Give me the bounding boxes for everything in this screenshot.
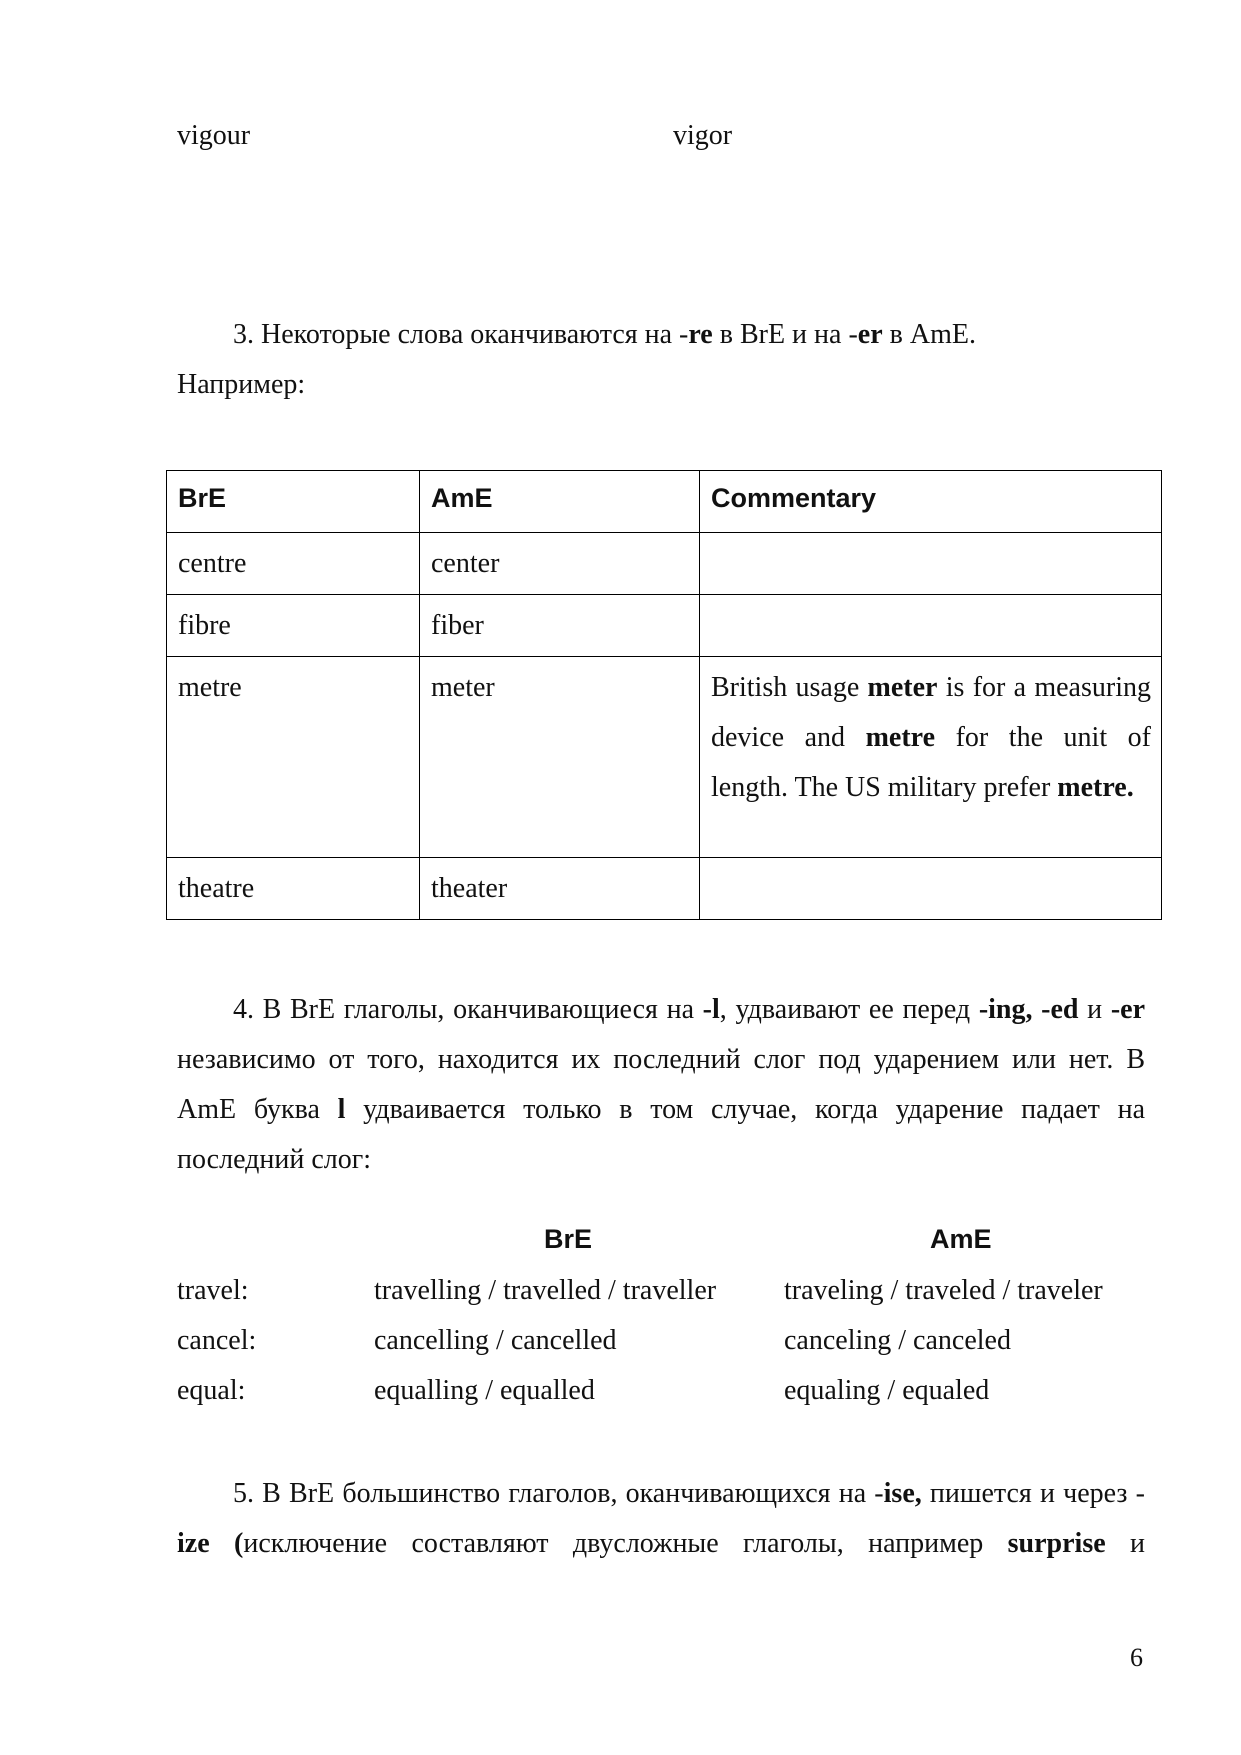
s4-text: удваивается только в том случае, когда ударение падает на последний слог: <box>177 1094 1145 1175</box>
s4-text: независимо от того, находится их последний слог под ударением или нет. В AmE буква <box>177 1044 1145 1125</box>
ame-word-vigor: vigor <box>673 120 733 151</box>
s5-text: пишется и через - <box>921 1478 1145 1509</box>
s5-text: исключение составляют двусложные глаголы, например <box>243 1528 1008 1559</box>
s4-bold: -ing, -ed <box>978 994 1079 1025</box>
s4-text: , удваивают ее перед <box>719 994 979 1025</box>
s5-bold: surprise <box>1007 1528 1106 1559</box>
verb-ame-forms: traveling / traveled / traveler <box>784 1275 1103 1306</box>
s5-bold: ize ( <box>177 1528 244 1559</box>
cell-ame: center <box>420 533 700 595</box>
s5-bold: ise, <box>883 1478 922 1509</box>
s4-text: 4. В BrE глаголы, оканчивающиеся на <box>233 994 703 1025</box>
comm-text: is for a measuring device and <box>711 672 1151 753</box>
cell-ame: theater <box>420 858 700 920</box>
section-4-paragraph <box>177 985 1145 1185</box>
verbs-header-bre: BrE <box>544 1224 593 1254</box>
cell-ame: fiber <box>420 595 700 657</box>
cell-bre: fibre <box>167 595 420 657</box>
table-row <box>167 858 1162 920</box>
verb-label: equal: <box>177 1375 246 1406</box>
s5-text: 5. В BrE большинство глаголов, оканчивающихся на - <box>233 1478 884 1509</box>
cell-bre: theatre <box>167 858 420 920</box>
cell-commentary <box>700 858 1162 920</box>
cell-commentary <box>700 657 1162 858</box>
cell-bre: centre <box>167 533 420 595</box>
s3-line2: Например: <box>177 369 306 400</box>
comm-text: for the unit of length. The US military prefer <box>711 722 1151 803</box>
header-ame: AmE <box>420 471 700 533</box>
verb-label: cancel: <box>177 1325 257 1356</box>
s3-er: er <box>857 319 883 350</box>
s3-re: re <box>688 319 713 350</box>
s4-text: и <box>1078 994 1111 1025</box>
table-header-row <box>167 471 1162 533</box>
section-5-paragraph <box>177 1469 1145 1569</box>
s3-text: 3. Некоторые слова оканчиваются на - <box>233 319 689 350</box>
verb-bre-forms: equalling / equalled <box>374 1375 595 1406</box>
comm-bold: meter <box>867 672 938 703</box>
table-row <box>167 657 1162 858</box>
verb-label: travel: <box>177 1275 249 1306</box>
s4-bold: -l <box>702 994 720 1025</box>
cell-ame: meter <box>420 657 700 858</box>
cell-commentary <box>700 595 1162 657</box>
s4-bold: -er <box>1110 994 1145 1025</box>
bre-word-vigour: vigour <box>177 120 251 151</box>
spelling-table <box>166 470 1162 920</box>
table-row <box>167 595 1162 657</box>
s4-bold: l <box>337 1094 346 1125</box>
s3-text: в AmE. <box>882 319 976 350</box>
section-3-paragraph <box>177 310 1145 410</box>
page-number: 6 <box>1130 1643 1143 1672</box>
verb-ame-forms: equaling / equaled <box>784 1375 990 1406</box>
header-bre: BrE <box>167 471 420 533</box>
s5-text: и <box>1105 1528 1146 1559</box>
comm-text: British usage <box>711 672 868 703</box>
comm-bold: metre <box>865 722 936 753</box>
verbs-header-ame: AmE <box>930 1224 992 1254</box>
verb-bre-forms: cancelling / cancelled <box>374 1325 617 1356</box>
verb-bre-forms: travelling / travelled / traveller <box>374 1275 717 1306</box>
verb-ame-forms: canceling / canceled <box>784 1325 1011 1356</box>
cell-commentary <box>700 533 1162 595</box>
comm-bold: metre. <box>1057 772 1134 803</box>
s3-text: в BrE и на - <box>712 319 858 350</box>
table-row <box>167 533 1162 595</box>
header-commentary: Commentary <box>700 471 1162 533</box>
cell-bre: metre <box>167 657 420 858</box>
